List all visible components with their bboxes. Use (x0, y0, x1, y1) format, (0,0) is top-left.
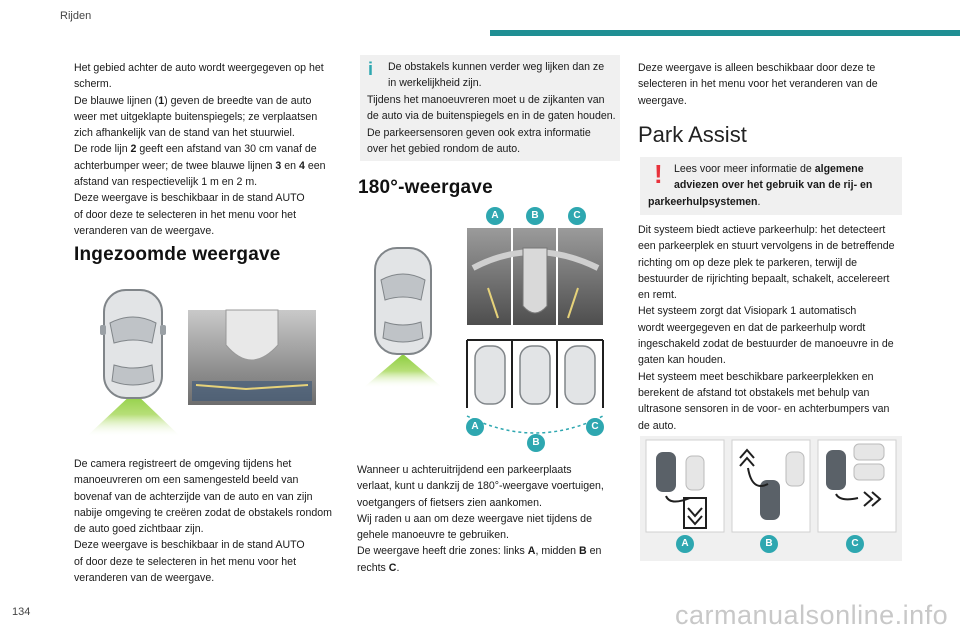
section-heading-zoomed-view: Ingezoomde weergave (74, 244, 281, 265)
park-assist-diagram-b (732, 440, 810, 532)
zone-badge-b: B (526, 207, 544, 225)
car-top-view (100, 290, 166, 398)
column-2-bottom (357, 462, 622, 576)
section-heading-180-view: 180°-weergave (358, 177, 493, 198)
diagram-badge-b: B (760, 535, 778, 553)
running-header: Rijden (60, 10, 92, 22)
park-assist-diagram-a (646, 440, 724, 532)
paragraph: Wanneer u achteruitrijdend een parkeerplaats verlaat, kunt u dankzij de 180°-weergave voertuigen, voetgangers of fietsers zien aankomen. Wij raden u aan om deze weergave niet tijdens de gehele manoeuvre te gebruiken. De weergave heeft drie zones: links A, midden B en rechts C. (357, 464, 604, 574)
park-assist-diagram-c (818, 440, 896, 532)
camera-beam (363, 354, 443, 388)
zone-badge-c: C (568, 207, 586, 225)
info-text: De obstakels kunnen verder weg lijken dan ze in werkelijkheid zijn. (388, 61, 605, 90)
paragraph: Dit systeem biedt actieve parkeerhulp: het detecteert een parkeerplek en stuurt vervolgens in de betreffende richting om op deze plek te parkeren, terwijl de bestuurder de rijrichting bepaalt, schakelt, accelereert en remt. Het systeem zorgt dat Visiopark 1 automatisch wordt weergegeven en dat de parkeerhulp wordt ingeschakeld zodat de bestuurder de manoeuvre in de gaten kan houden. Het systeem meet beschikbare parkeerplekken en berekent de afstand tot obstakels met behulp van ultrasone sensoren in de voor- en achterbumpers van de auto. (638, 224, 895, 432)
zone-badge-b: B (527, 434, 545, 452)
parked-cars (475, 346, 595, 404)
paragraph: De camera registreert de omgeving tijdens het manoeuvreren om een samengesteld beeld van bovenaf van de achterzijde van de auto en van zijn nabije omgeving te creëren zodat de obstakels rondom de auto goed zichtbaar zijn. Deze weergave is beschikbaar in de stand AUTO of door deze te selecteren in het menu voor het veranderen van de weergave. (74, 458, 332, 585)
zoomed-camera-screen (188, 310, 316, 405)
header-accent-bar (490, 30, 960, 36)
warning-box (640, 157, 902, 215)
diagram-badge-a: A (676, 535, 694, 553)
car-top-view (375, 248, 431, 354)
180-camera-screen (467, 228, 603, 325)
rear-180-view-illustration (363, 228, 608, 450)
view-arc (467, 416, 603, 433)
paragraph: Het gebied achter de auto wordt weergegeven op het scherm. De blauwe lijnen (1) geven de breedte van de auto weer met uitgeklapte buitenspiegels; ze verplaatsen zich afhankelijk van de stand van het stuurwiel. De rode lijn 2 geeft een afstand van 30 cm vanaf de achterbumper weer; de twee blauwe lijnen 3 en 4 een afstand van respectievelijk 1 m en 2 m. Deze weergave is beschikbaar in de stand AUTO of door deze te selecteren in het menu voor het veranderen van de weergave. (74, 62, 326, 237)
zone-badge-c: C (586, 418, 604, 436)
info-icon: i (368, 59, 374, 79)
zoomed-view-illustration (86, 285, 336, 440)
paragraph: Deze weergave is alleen beschikbaar door deze te selecteren in het menu voor het veranderen van de weergave. (638, 62, 878, 107)
column-3-body (638, 222, 913, 434)
zone-badge-a: A (486, 207, 504, 225)
warning-text: Lees voor meer informatie de algemene adviezen over het gebruik van de rij- en parkeerhulpsystemen. (648, 163, 873, 208)
watermark: carmanualsonline.info (675, 600, 949, 630)
column-1-bottom (74, 456, 349, 586)
zone-badge-a: A (466, 418, 484, 436)
page-number: 134 (12, 606, 31, 618)
info-text-continued: Tijdens het manoeuvreren moet u de zijkanten van de auto via de buitenspiegels en in de gaten houden. De parkeersensoren geven ook extra informatie over het gebied rondom de auto. (367, 94, 616, 155)
warning-icon: ! (654, 159, 663, 189)
section-heading-park-assist: Park Assist (638, 122, 747, 147)
diagram-badge-c: C (846, 535, 864, 553)
info-box (360, 55, 620, 161)
column-3-top (638, 60, 908, 109)
column-1 (74, 60, 344, 239)
